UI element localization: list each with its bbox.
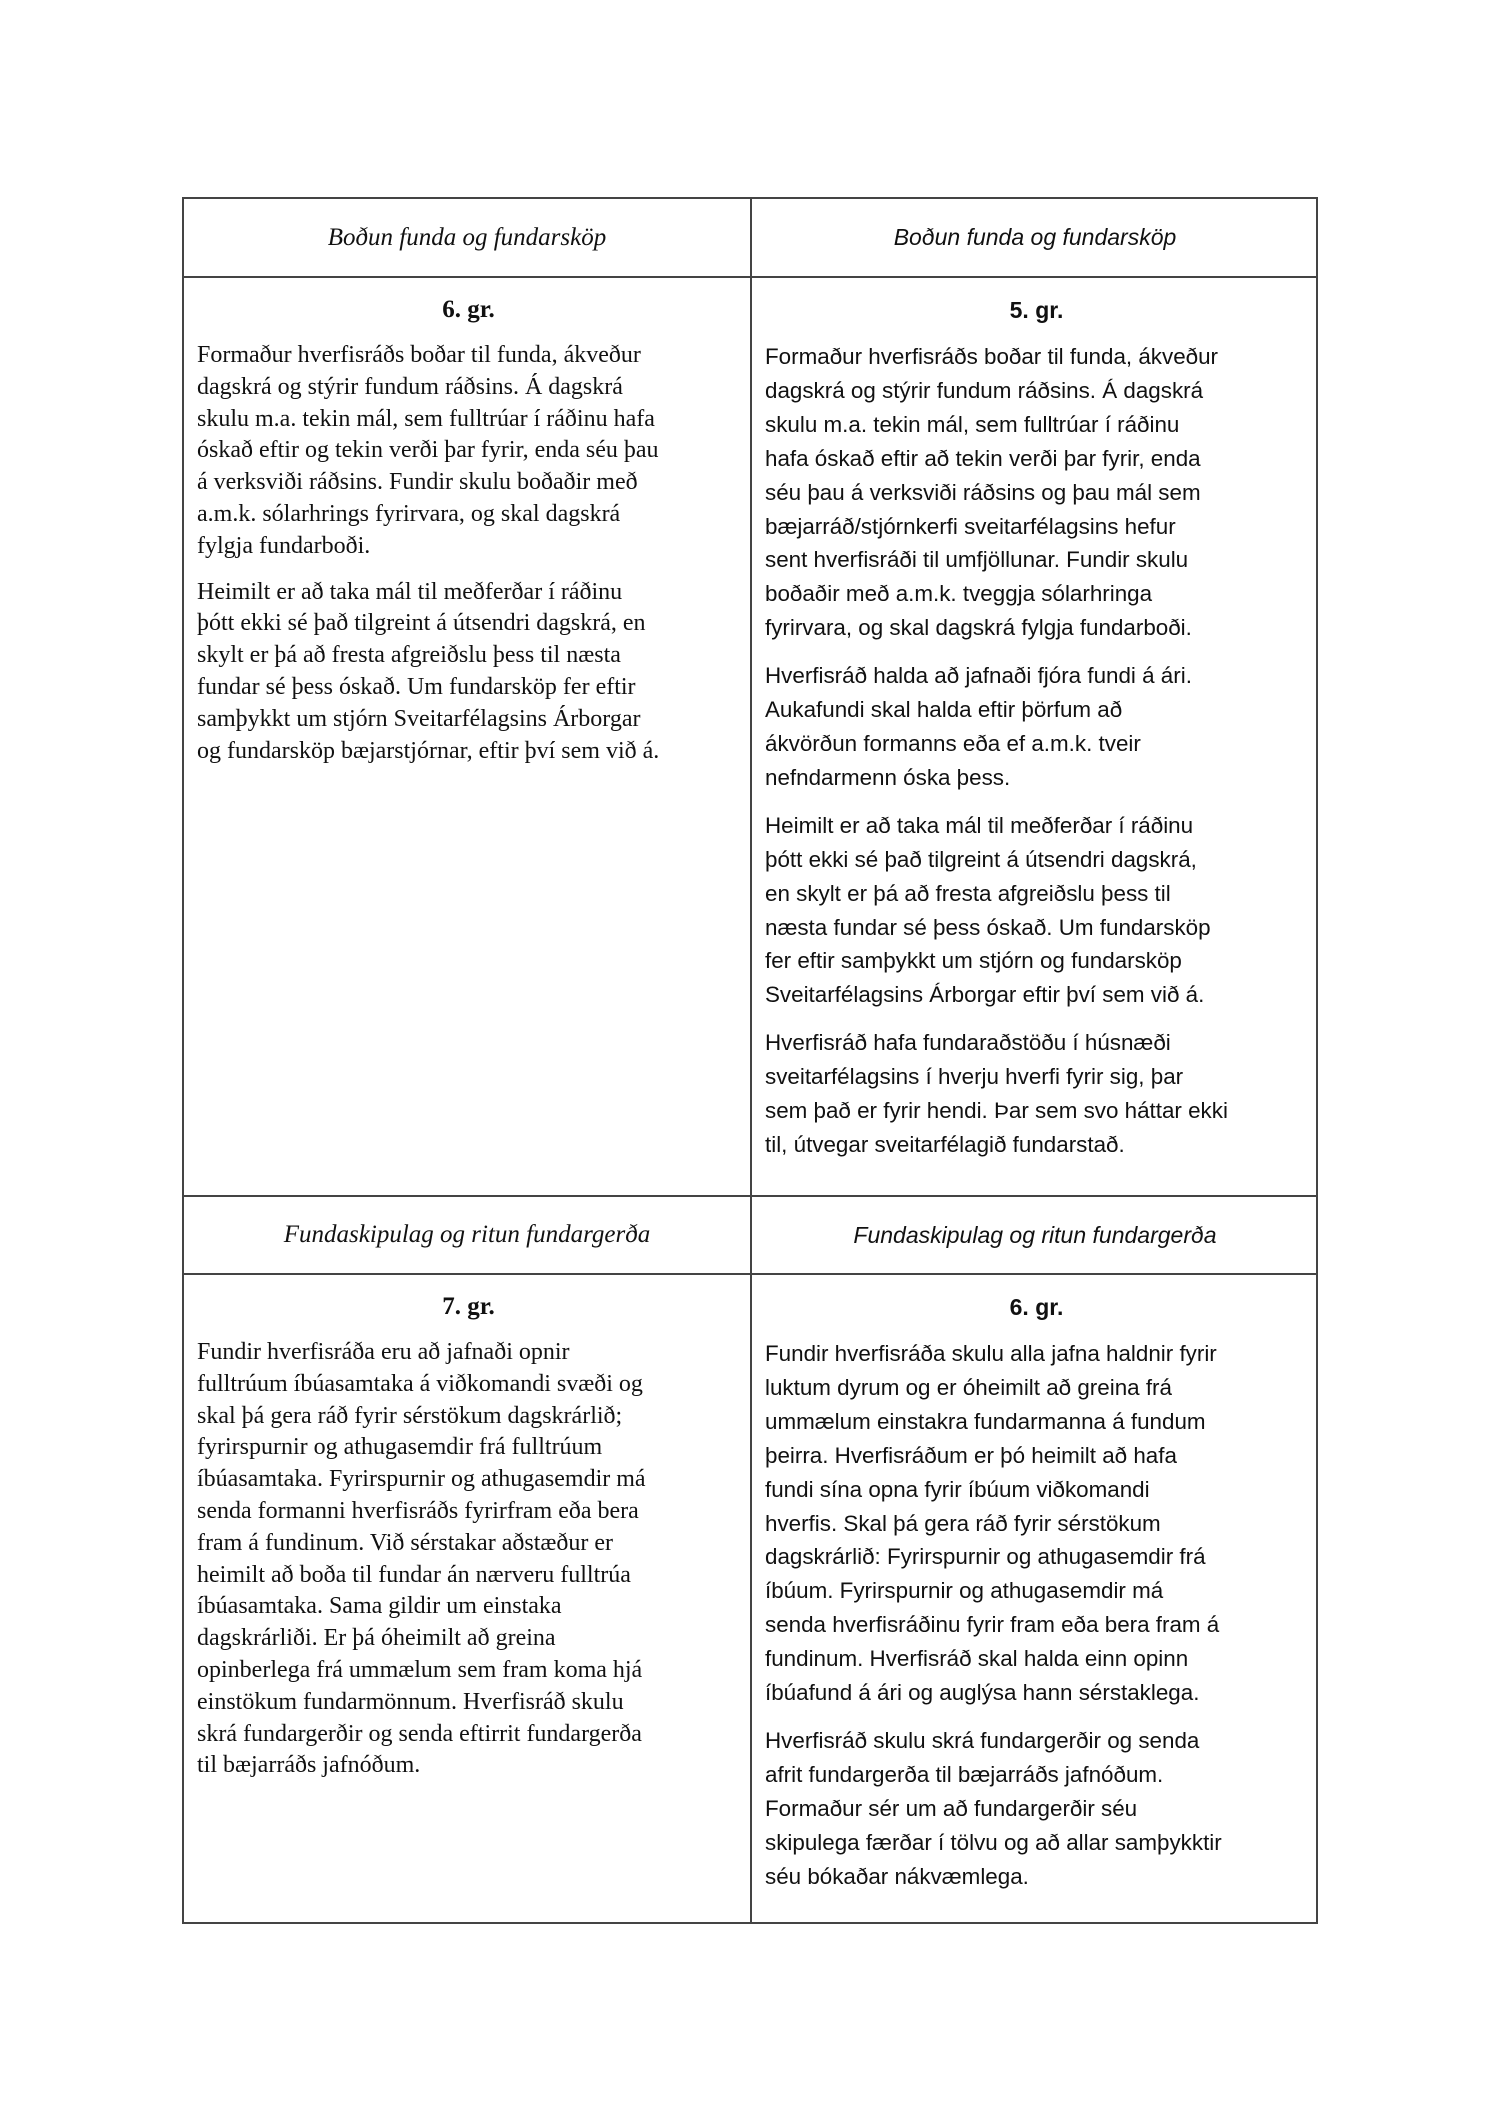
text-line: sent hverfisráði til umfjöllunar. Fundir skulu [765,547,1189,573]
text-line: fylgja fundarboði. [197,532,371,559]
text-line: fer eftir samþykkt um stjórn og fundarsköp [765,948,1182,974]
text-line: afrit fundargerða til bæjarráðs jafnóðum. [765,1761,1164,1787]
text-line: séu þau á verksviði ráðsins og þau mál sem [765,479,1201,505]
text-line: skal þá gera ráð fyrir sérstökum dagskrárlið; [197,1402,623,1429]
text-line: þótt ekki sé það tilgreint á útsendri dagskrá, [765,846,1197,872]
text-line: dagskrárlið: Fyrirspurnir og athugasemdir frá [765,1544,1206,1570]
text-line: Hverfisráð skulu skrá fundargerðir og senda [765,1727,1200,1753]
text-line: Hverfisráð halda að jafnaði fjóra fundi á ári. [765,663,1192,689]
text-line: boðaðir með a.m.k. tveggja sólarhringa [765,581,1153,607]
text-line: Formaður hverfisráðs boðar til funda, ákveður [765,344,1219,369]
text-line: fundar sé þess óskað. Um fundarsköp fer eftir [197,673,636,700]
text-line: fundinum. Hverfisráð skal halda einn opinn [765,1646,1189,1672]
text-line: Aukafundi skal halda eftir þörfum að [765,697,1123,723]
text-line: Sveitarfélagsins Árborgar eftir því sem við á. [765,982,1205,1008]
text-line: Hverfisráð hafa fundaraðstöðu í húsnæði [765,1030,1171,1056]
section-heading-right: Boðun funda og fundarsköp [893,224,1177,250]
text-line: íbúasamtaka. Sama gildir um einstaka [197,1593,562,1620]
text-line: fyrirspurnir og athugasemdir frá fulltrúum [197,1434,603,1461]
text-line: þótt ekki sé það tilgreint á útsendri dagskrá, en [197,610,646,637]
section-heading-left: Fundaskipulag og ritun fundargerða [283,1221,651,1248]
section-heading-left: Boðun funda og fundarsköp [327,223,607,251]
paragraph [765,809,1308,1012]
text-line: nefndarmenn óska þess. [765,764,1011,790]
text-line: fundi sína opna fyrir íbúum viðkomandi [765,1476,1150,1502]
paragraph [765,340,1308,645]
text-line: ákvörðun formanns eða ef a.m.k. tveir [765,730,1141,756]
text-line: skylt er þá að fresta afgreiðslu þess til næsta [197,642,621,669]
paragraph [765,1337,1308,1710]
text-line: íbúafund á ári og auglýsa hann sérstaklega. [765,1680,1200,1706]
text-line: fyrirvara, og skal dagskrá fylgja fundarboði. [765,615,1192,641]
old-article-cell [184,1275,750,1922]
text-line: opinberlega frá ummælum sem fram koma hjá [197,1656,643,1683]
text-line: einstökum fundarmönnum. Hverfisráð skulu [197,1688,624,1715]
text-line: dagskrárliði. Er þá óheimilt að greina [197,1625,556,1652]
text-line: íbúasamtaka. Fyrirspurnir og athugasemdir má [197,1466,646,1493]
paragraph [197,340,740,563]
text-line: Fundir hverfisráða skulu alla jafna haldnir fyrir [765,1341,1217,1366]
text-line: Fundir hverfisráða eru að jafnaði opnir [197,1339,570,1365]
text-line: heimilt að boða til fundar án nærveru fulltrúa [197,1561,631,1588]
text-line: dagskrá og stýrir fundum ráðsins. Á dagskrá [197,373,623,400]
text-line: séu bókaðar nákvæmlega. [765,1863,1029,1889]
text-line: a.m.k. sólarhrings fyrirvara, og skal dagskrá [197,500,621,527]
text-line: samþykkt um stjórn Sveitarfélagsins Árborgar [197,705,641,732]
old-article-cell [184,278,750,1195]
text-line: skipulega færðar í tölvu og að allar samþykktir [765,1829,1222,1855]
new-article-cell [752,1275,1318,1922]
text-line: til bæjarráðs jafnóðum. [197,1752,421,1779]
text-line: Formaður sér um að fundargerðir séu [765,1795,1138,1821]
paragraph [197,577,740,768]
text-line: á verksviði ráðsins. Fundir skulu boðaðir með [197,469,638,496]
paragraph [197,1337,740,1782]
paragraph [765,1026,1308,1162]
paragraph [765,1724,1308,1894]
text-line: hafa óskað eftir að tekin verði þar fyrir, enda [765,445,1201,471]
text-line: íbúum. Fyrirspurnir og athugasemdir má [765,1578,1164,1604]
article-number: 6. gr. [442,296,495,323]
text-line: skulu m.a. tekin mál, sem fulltrúar í ráðinu hafa [197,405,655,432]
text-line: senda formanni hverfisráðs fyrirfram eða bera [197,1497,639,1524]
text-line: þeirra. Hverfisráðum er þó heimilt að hafa [765,1442,1177,1468]
text-line: sem það er fyrir hendi. Þar sem svo háttar ekki [765,1098,1228,1124]
text-line: senda hverfisráðinu fyrir fram eða bera fram á [765,1612,1220,1638]
text-line: ummælum einstakra fundarmanna á fundum [765,1408,1206,1434]
article-number: 7. gr. [442,1293,495,1320]
text-line: skrá fundargerðir og senda eftirrit fundargerða [197,1720,642,1747]
text-line: en skylt er þá að fresta afgreiðslu þess til [765,880,1171,906]
text-line: Heimilt er að taka mál til meðferðar í ráðinu [765,812,1194,838]
text-line: sveitarfélagsins í hverju hverfi fyrir sig, þar [765,1064,1184,1090]
article-number: 6. gr. [1009,1294,1064,1320]
text-line: fram á fundinum. Við sérstakar aðstæður er [197,1529,614,1556]
text-line: til, útvegar sveitarfélagið fundarstað. [765,1131,1125,1157]
text-line: skulu m.a. tekin mál, sem fulltrúar í ráðinu [765,411,1180,437]
paragraph [765,659,1308,795]
text-line: óskað eftir og tekin verði þar fyrir, enda séu þau [197,437,659,464]
text-line: Formaður hverfisráðs boðar til funda, ákveður [197,342,641,368]
text-line: hverfis. Skal þá gera ráð fyrir sérstökum [765,1510,1161,1536]
article-number: 5. gr. [1009,297,1064,323]
comparison-table [182,197,1318,1924]
text-line: Heimilt er að taka mál til meðferðar í ráðinu [197,578,623,605]
text-line: luktum dyrum og er óheimilt að greina frá [765,1374,1172,1400]
text-line: bæjarráð/stjórnkerfi sveitarfélagsins hefur [765,513,1176,539]
text-line: fulltrúum íbúasamtaka á viðkomandi svæði og [197,1370,643,1397]
text-line: næsta fundar sé þess óskað. Um fundarsköp [765,914,1211,940]
text-line: dagskrá og stýrir fundum ráðsins. Á dagskrá [765,377,1204,403]
new-article-cell [752,278,1318,1195]
text-line: og fundarsköp bæjarstjórnar, eftir því sem við á. [197,737,660,764]
section-heading-right: Fundaskipulag og ritun fundargerða [853,1221,1217,1248]
